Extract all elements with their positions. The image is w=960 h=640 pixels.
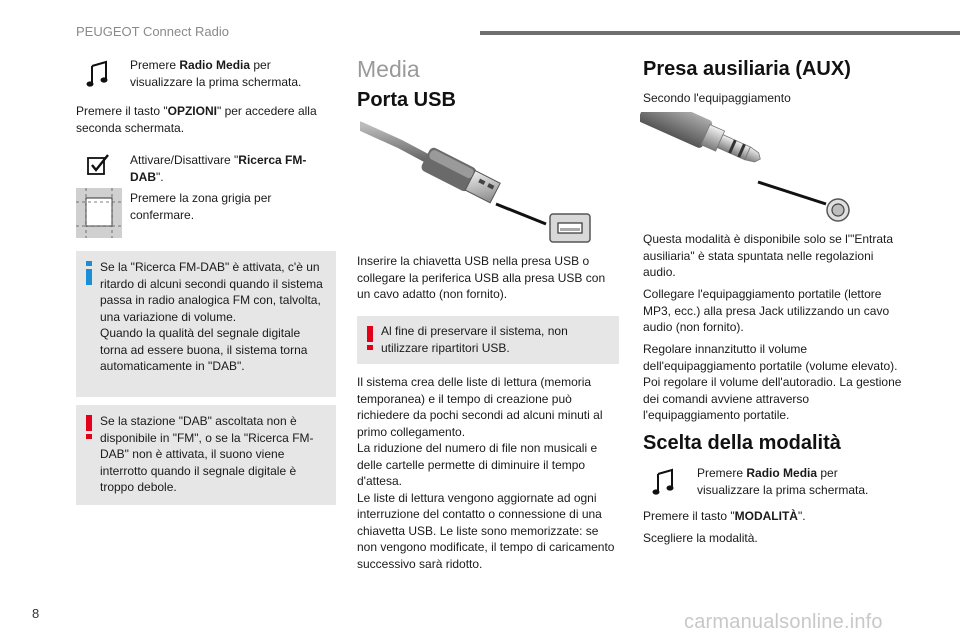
aux-availability: Questa modalità è disponibile solo se l'"Entrata ausiliaria" è stata spuntata nelle regolazioni audio. <box>643 232 894 279</box>
grey-zone-icon <box>76 188 122 238</box>
music-note-icon <box>86 60 110 88</box>
usb-playlist-info: Il sistema crea delle liste di lettura (memoria temporanea) e il tempo di creazione può richiedere da pochi secondi ad alcuni minuti al primo collegamento. La riduzione del numero di file non musicali e delle cartelle permette di diminuire il tempo d'attesa. Le liste di lettura vengono aggiornate ad ogni interruzione del contatto o connessione di una chiavetta USB. Le liste sono memorizzate: se non vengono modificate, il tempo di caricamento successivo sarà ridotto. <box>357 375 615 571</box>
info-note <box>76 251 336 397</box>
usb-warning-note <box>357 316 619 364</box>
warning-note <box>76 405 336 505</box>
checkbox-icon <box>86 152 112 176</box>
watermark: carmanualsonline.info <box>684 611 883 633</box>
usb-instruction: Inserire la chiavetta USB nella presa USB o collegare la periferica USB alla presa USB con un cavo adatto (non fornito). <box>357 254 606 301</box>
left-step-options: Premere il tasto "OPZIONI" per accedere alla seconda schermata. <box>76 104 317 135</box>
left-step-confirm: Premere la zona grigia per confermare. <box>130 191 272 222</box>
info-icon <box>86 261 92 285</box>
title-aux: Presa ausiliaria (AUX) <box>643 58 851 80</box>
right-step-choose: Scegliere la modalità. <box>643 531 758 545</box>
section-title-media: Media <box>357 56 420 82</box>
jack-plug-illustration <box>640 112 858 224</box>
warning-note-text: Se la stazione "DAB" ascoltata non è disponibile in "FM", o se la "Ricerca FM-DAB" non è attivata, il suono viene interrotto quando il segnale digitale è troppo debole. <box>100 414 314 494</box>
right-step-mode: Premere il tasto "MODALITÀ". <box>643 509 806 523</box>
music-note-icon <box>652 468 676 496</box>
left-step-toggle-fm-dab: Attivare/Disattivare "Ricerca FM-DAB". <box>130 153 307 184</box>
right-step-radio-media: Premere Radio Media per visualizzare la prima schermata. <box>697 466 869 497</box>
left-step-radio-media: Premere Radio Media per visualizzare la prima schermata. <box>130 58 302 89</box>
aux-volume: Regolare innanzitutto il volume dell'equipaggiamento portatile (volume elevato). Poi regolare il volume dell'autoradio. La gestione dei comandi avviene attraverso l'equipaggiamento portatile. <box>643 342 902 422</box>
aux-connect: Collegare l'equipaggiamento portatile (lettore MP3, ecc.) alla presa Jack utilizzando un cavo audio (non fornito). <box>643 287 890 334</box>
warning-icon <box>86 415 92 439</box>
header-bar <box>480 31 960 35</box>
page-number: 8 <box>32 606 40 621</box>
subtitle-usb-port: Porta USB <box>357 89 456 111</box>
header-title: PEUGEOT Connect Radio <box>76 24 229 39</box>
title-mode-choice: Scelta della modalità <box>643 432 841 454</box>
usb-plug-illustration <box>360 120 592 244</box>
warning-icon <box>367 326 373 350</box>
info-note-text: Se la "Ricerca FM-DAB" è attivata, c'è un ritardo di alcuni secondi quando il sistema passa in radio analogica FM con, talvolta, una variazione di volume. Quando la qualità del segnale digitale torna ad essere buona, il sistema torna automaticamente in "DAB". <box>100 260 323 373</box>
usb-warning-text: Al fine di preservare il sistema, non utilizzare ripartitori USB. <box>381 324 568 355</box>
aux-equipment: Secondo l'equipaggiamento <box>643 91 791 105</box>
